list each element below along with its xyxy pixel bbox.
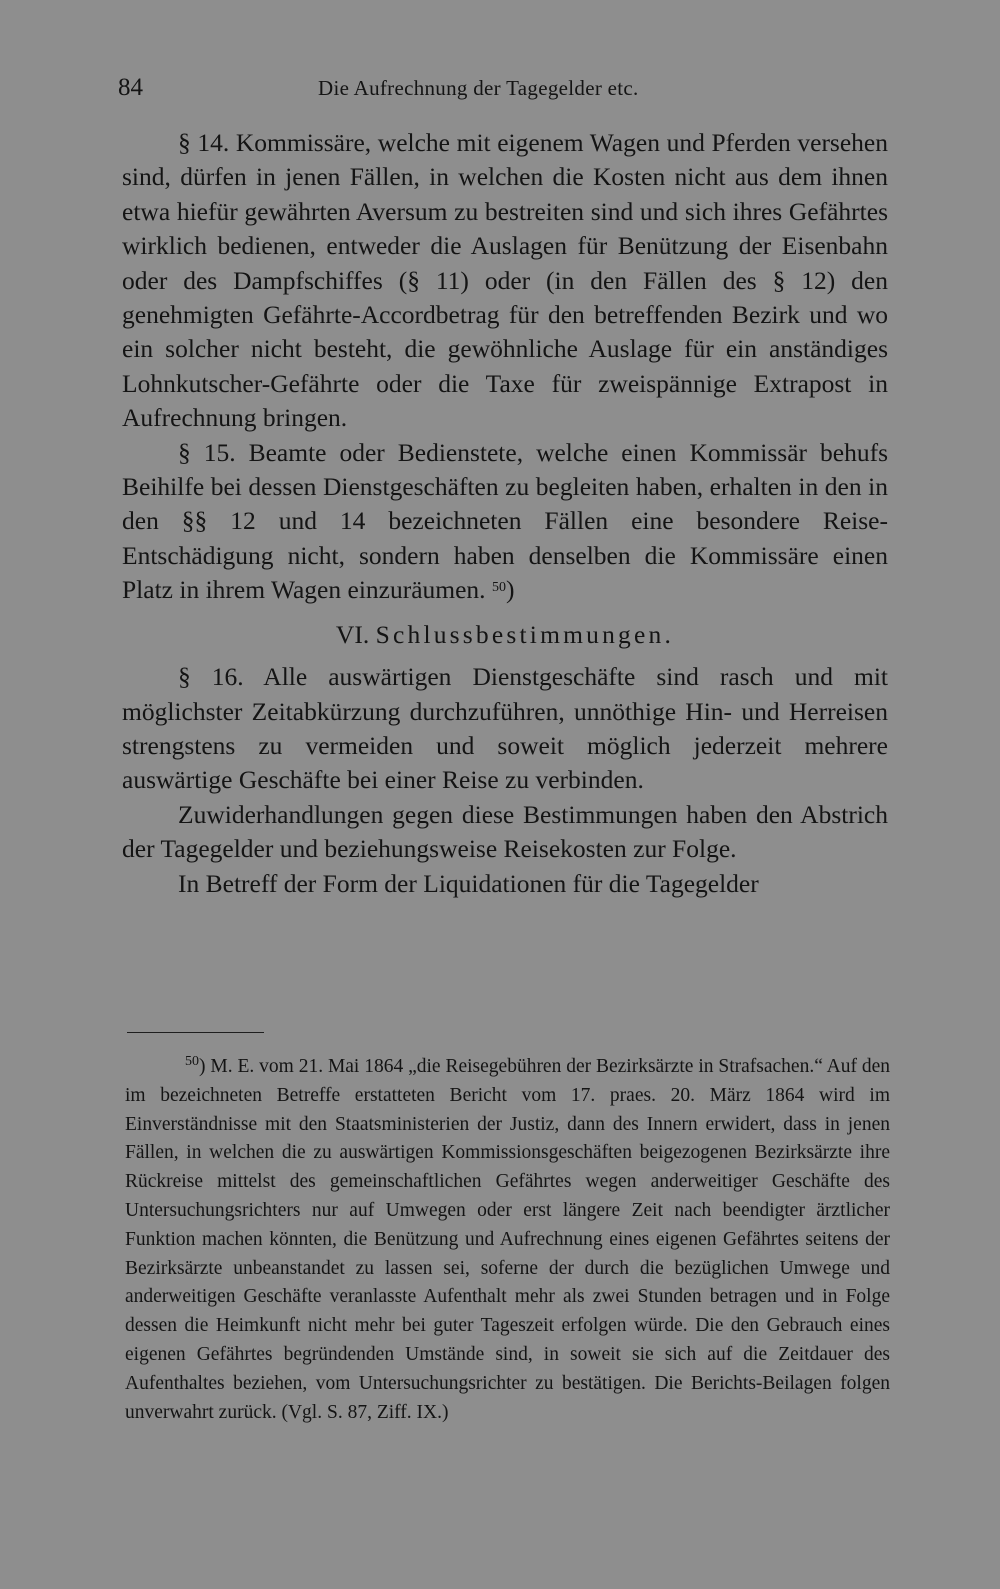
running-title: Die Aufrechnung der Tagegelder etc.	[318, 76, 639, 100]
footnote-area	[125, 1053, 890, 1427]
section-heading	[122, 618, 888, 652]
paragraph-liquidation: In Betreff der Form der Liquidationen für die Tagegelder	[178, 868, 759, 898]
footnote-reference-close: )	[505, 575, 515, 605]
footnote-reference[interactable]: 50	[491, 580, 506, 596]
paragraph-section-15	[122, 436, 888, 608]
footnote-50	[125, 1053, 890, 1427]
paragraph-section-15-text: § 15. Beamte oder Bedienstete, welche einen Kommissär behufs Beihilfe bei dessen Dienstgeschäften zu begleiten haben, erhalten in den in den §§ 12 und 14 bezeichneten Fällen eine besondere Reise-Entschädigung nicht, sondern haben denselben die Kommissäre einen Platz in ihrem Wagen einzuräumen.	[122, 437, 888, 605]
section-number: VI.	[335, 619, 370, 649]
page-number: 84	[118, 74, 143, 101]
footnote-text: M. E. vom 21. Mai 1864 „die Reisegebühren der Bezirksärzte in Strafsachen.“ Auf den im bezeichneten Betreffe erstatteten Bericht vom 17. praes. 20. März 1864 wird im Einverständnisse mit den Staatsministerien der Justiz, dann des Innern erwidert, dass in jenen Fällen, in welchen die zu auswärtigen Kommissionsgeschäften beigezogenen Bezirksärzte ihre Rückreise mittelst des gemeinschaftlichen Gefährtes wegen anderweitiger Geschäfte des Untersuchungsrichters nur auf Umwegen oder erst längere Zeit nach beendigter ärztlicher Funktion machen könnten, die Benützung und Aufrechnung eines eigenen Gefährtes seitens der Bezirksärzte unbeanstandet zu lassen sei, soferne der durch die bezüglichen Umwege und anderweitigen Geschäfte veranlasste Aufenthalt mehr als zwei Stunden betragen und in Folge dessen die Heimkunft nicht mehr bei guter Tageszeit erfolgen würde. Die den Gebrauch eines eigenen Gefährtes begründenden Umstände sind, in soweit sie sich auf die Zeitdauer des Aufenthaltes beziehen, vom Untersuchungsrichter zu bestätigen. Die Berichts-Beilagen folgen unverwahrt zurück. (Vgl. S. 87, Ziff. IX.)	[125, 1056, 891, 1423]
footnote-marker: 50	[185, 1054, 199, 1069]
paragraph-section-16-continued: Zuwiderhandlungen gegen diese Bestimmungen haben den Abstrich der Tagegelder und beziehungsweise Reisekosten zur Folge.	[122, 799, 888, 864]
paragraph-section-14: § 14. Kommissäre, welche mit eigenem Wagen und Pferden versehen sind, dürfen in jenen Fällen, in welchen die Kosten nicht aus dem ihnen etwa hiefür gewährten Aversum zu bestreiten sind und sich ihres Gefährtes wirklich bedienen, entweder die Auslagen für Benützung der Eisenbahn oder des Dampfschiffes (§ 11) oder (in den Fällen des § 12) den genehmigten Gefährte-Accordbetrag für den betreffenden Bezirk und wo ein solcher nicht besteht, die gewöhnliche Auslage für ein anständiges Lohnkutscher-Gefährte oder die Taxe für zweispännige Extrapost in Aufrechnung bringen.	[122, 128, 888, 433]
footnote-divider	[127, 1032, 264, 1033]
main-text	[122, 126, 888, 901]
section-title: Schlussbestimmungen.	[375, 619, 675, 649]
page-header	[118, 74, 888, 114]
paragraph-section-16: § 16. Alle auswärtigen Dienstgeschäfte sind rasch und mit möglichster Zeitabkürzung durchzuführen, unnöthige Hin- und Herreisen strengstens zu vermeiden und soweit möglich jederzeit mehrere auswärtige Geschäfte bei einer Reise zu verbinden.	[122, 662, 888, 795]
footnote-marker-close: )	[199, 1056, 206, 1077]
